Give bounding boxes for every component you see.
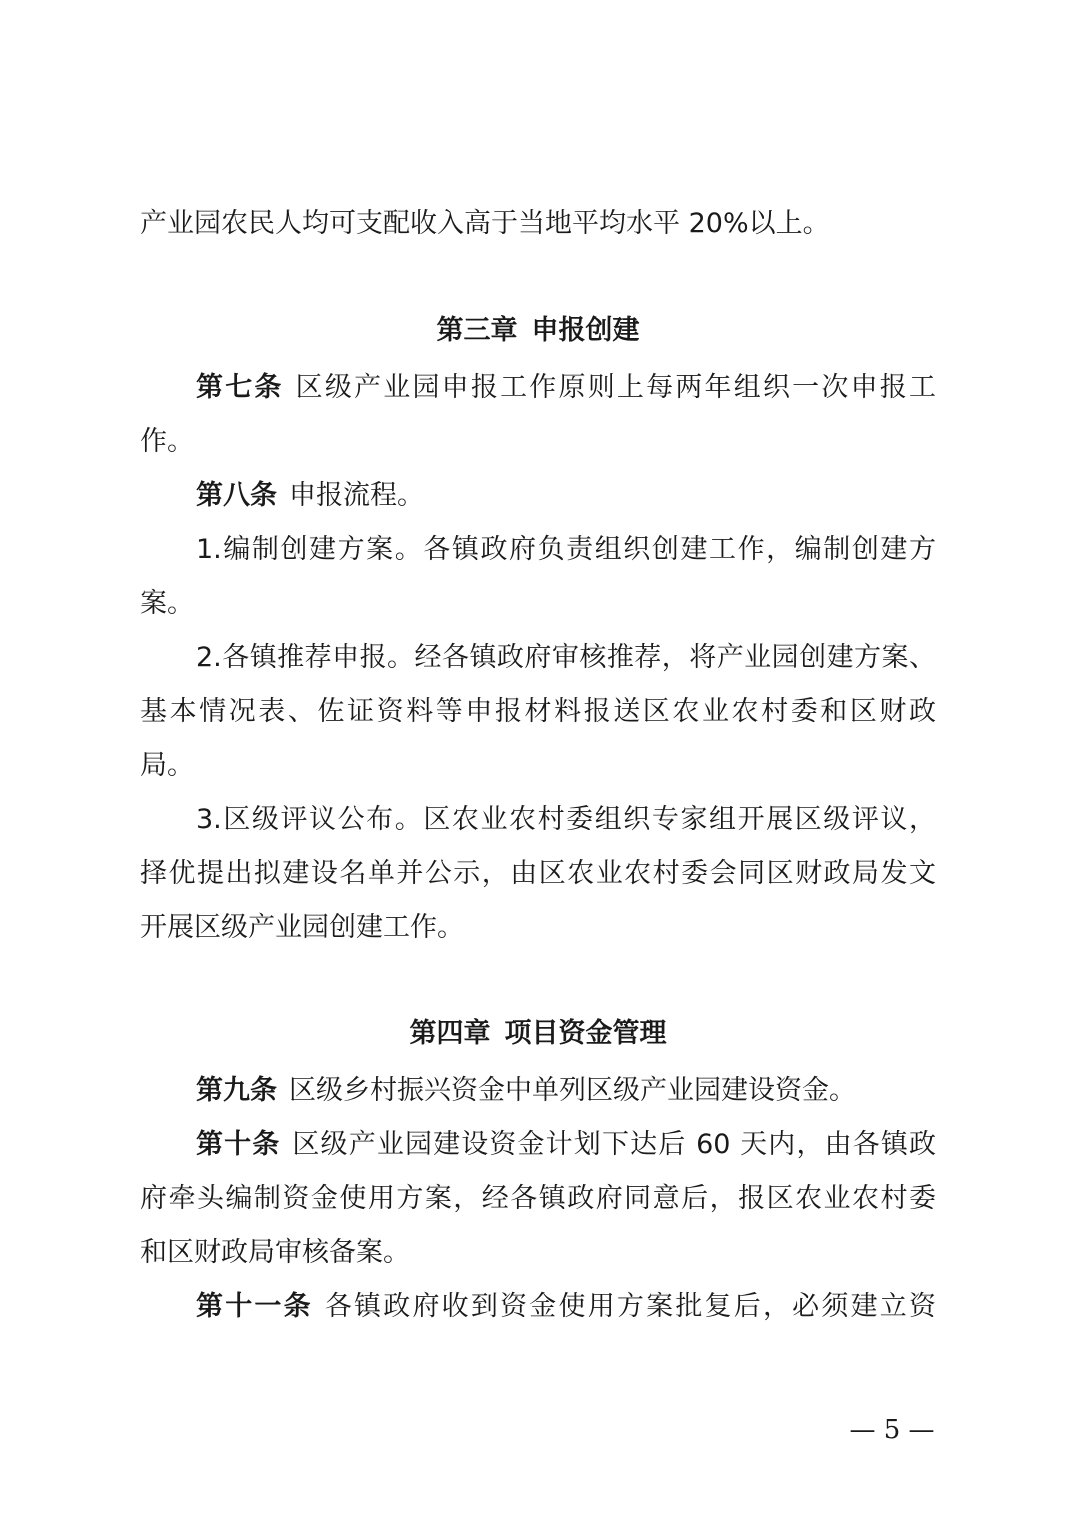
- step-3-line-2: [140, 854, 936, 894]
- step-2-text-1: 2.各镇推荐申报。经各镇政府审核推荐，将产业园创建方案、: [196, 642, 936, 673]
- chapter-3-title: 申报创建: [531, 315, 640, 346]
- page-number: — 5 —: [849, 1415, 935, 1445]
- step-3-text-2: 择优提出拟建设名单并公示，由区农业农村委会同区财政局发文: [140, 858, 936, 889]
- step-1-line-1: [196, 530, 936, 570]
- article-11-line-1: [196, 1287, 936, 1327]
- article-8-text: 申报流程。: [289, 480, 424, 511]
- article-10-text-1: 区级产业园建设资金计划下达后 60 天内，由各镇政: [292, 1129, 936, 1160]
- article-9-label: 第九条: [196, 1075, 277, 1106]
- article-10-text-2: 府牵头编制资金使用方案，经各镇政府同意后，报区农业农村委: [140, 1183, 936, 1214]
- step-2-text-3: 局。: [140, 750, 194, 781]
- article-7-label: 第七条: [196, 372, 284, 403]
- chapter-3-heading: [140, 311, 936, 351]
- step-3-text-1: 3.区级评议公布。区农业农村委组织专家组开展区级评议，: [196, 804, 936, 835]
- article-11-label: 第十一条: [196, 1291, 313, 1322]
- article-10-text-3: 和区财政局审核备案。: [140, 1237, 410, 1268]
- step-2-line-2: [140, 692, 936, 732]
- article-7-text-2: 作。: [140, 426, 194, 457]
- article-11-text-1: 各镇政府收到资金使用方案批复后，必须建立资: [324, 1291, 936, 1322]
- step-1-text-2: 案。: [140, 588, 194, 619]
- article-10-label: 第十条: [196, 1129, 281, 1160]
- step-2-line-1: [196, 638, 936, 678]
- article-8-line: [196, 476, 936, 516]
- chapter-4-number: 第四章: [409, 1018, 491, 1049]
- step-2-line-3: [140, 746, 936, 786]
- step-2-text-2: 基本情况表、佐证资料等申报材料报送区农业农村委和区财政: [140, 696, 936, 727]
- article-8-label: 第八条: [196, 480, 277, 511]
- article-7-line-1: [196, 368, 936, 408]
- article-9-line: [196, 1071, 936, 1111]
- chapter-4-heading: [140, 1014, 936, 1054]
- article-7-line-2: [140, 422, 936, 462]
- article-10-line-1: [196, 1125, 936, 1165]
- article-10-line-3: [140, 1233, 936, 1273]
- step-1-line-2: [140, 584, 936, 624]
- step-3-line-3: [140, 908, 936, 948]
- step-3-text-3: 开展区级产业园创建工作。: [140, 912, 464, 943]
- intro-text: 产业园农民人均可支配收入高于当地平均水平 20%以上。: [140, 208, 830, 239]
- step-3-line-1: [196, 800, 936, 840]
- intro-paragraph: [140, 204, 936, 244]
- article-9-text: 区级乡村振兴资金中单列区级产业园建设资金。: [289, 1075, 856, 1106]
- article-7-text-1: 区级产业园申报工作原则上每两年组织一次申报工: [295, 372, 936, 403]
- step-1-text-1: 1.编制创建方案。各镇政府负责组织创建工作，编制创建方: [196, 534, 936, 565]
- chapter-3-number: 第三章: [436, 315, 518, 346]
- article-10-line-2: [140, 1179, 936, 1219]
- chapter-4-title: 项目资金管理: [504, 1018, 667, 1049]
